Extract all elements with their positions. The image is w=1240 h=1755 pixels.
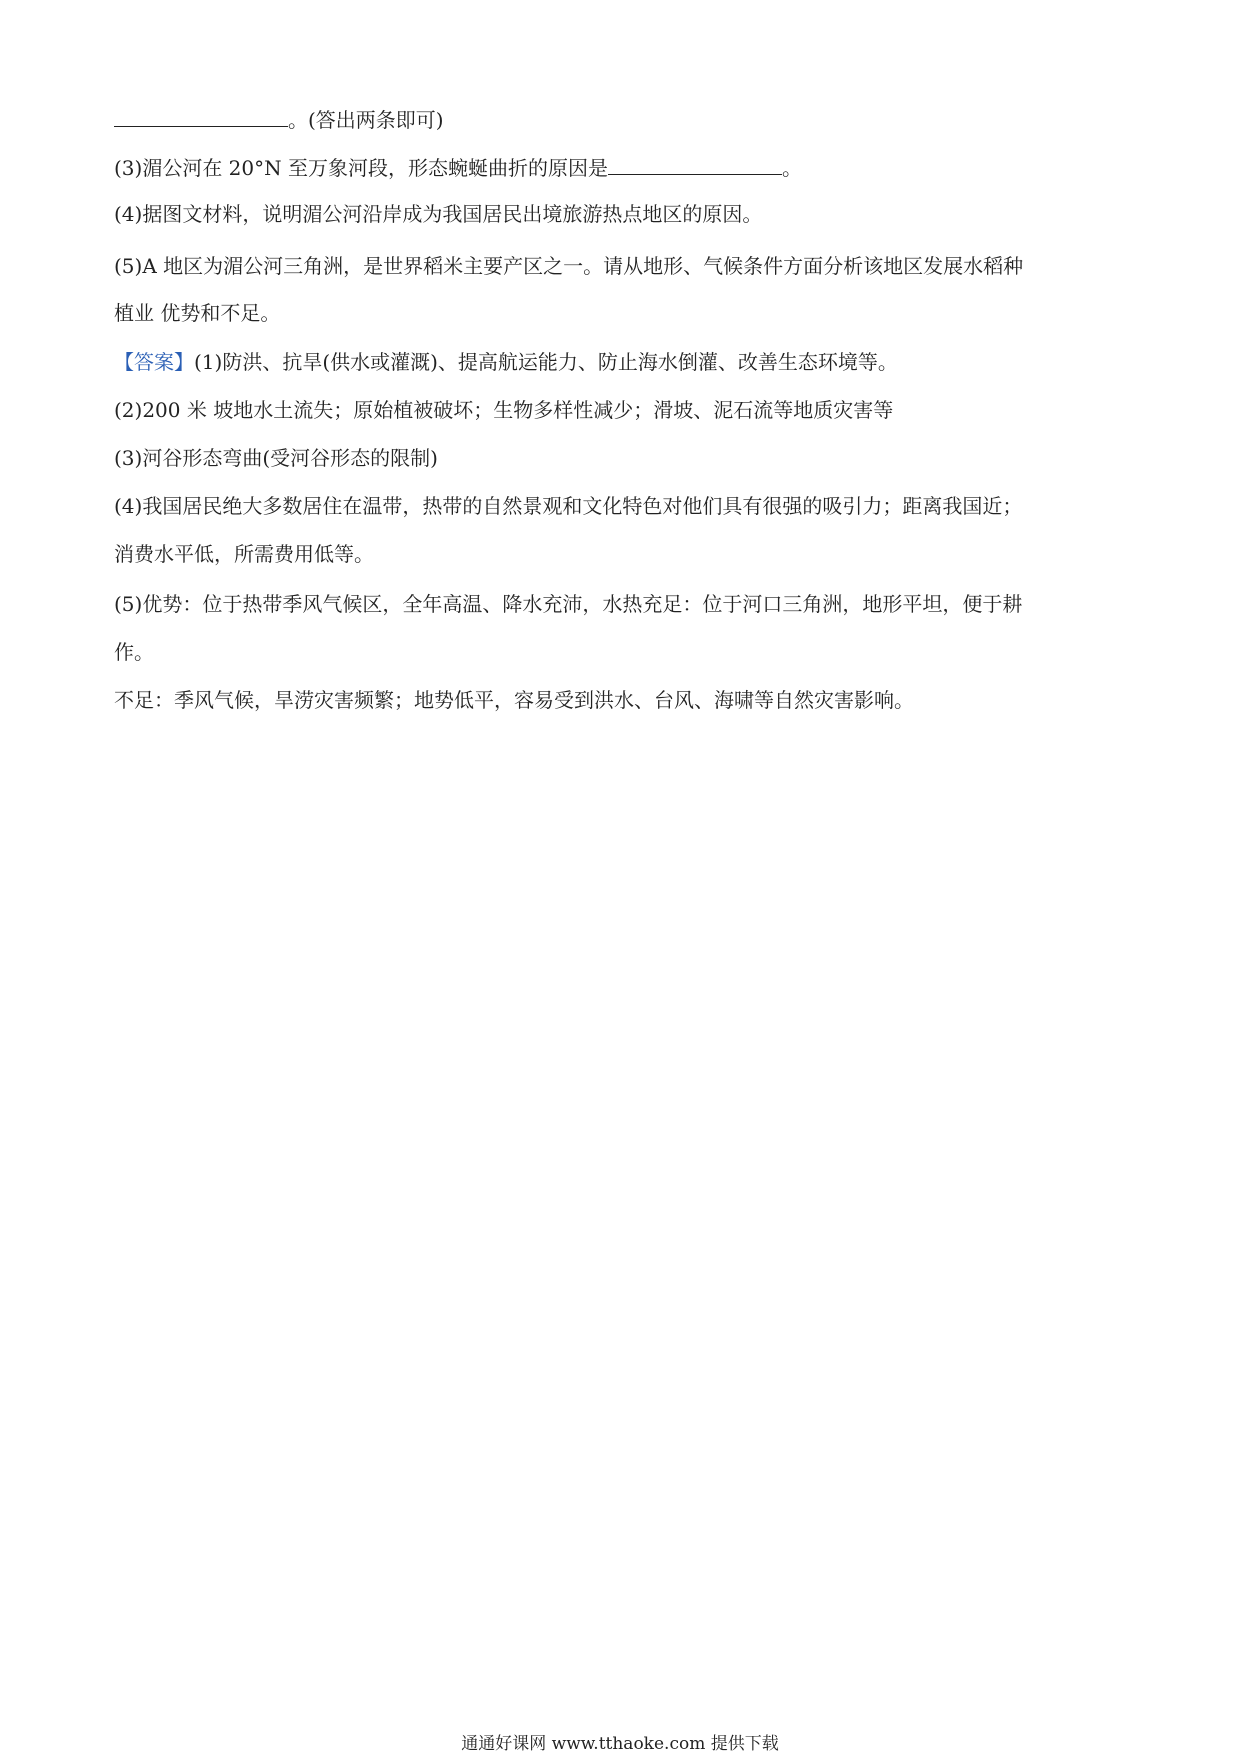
answer-2: (2)200 米 坡地水土流失；原始植被破坏；生物多样性减少；滑坡、泥石流等地质灾害等 (114, 398, 894, 422)
question-3: (3)湄公河在 20°N 至万象河段，形态蜿蜒曲折的原因是 。 (114, 152, 1134, 182)
answer-blank[interactable] (608, 152, 782, 175)
answer-5-line-2: 作。 (114, 640, 154, 664)
answer-blank[interactable] (114, 104, 288, 127)
page-footer: 通通好课网 www.tthaoke.com 提供下载 (461, 1734, 779, 1754)
question-4: (4)据图文材料，说明湄公河沿岸成为我国居民出境旅游热点地区的原因。 (114, 202, 763, 226)
question-5-line-1: (5)A 地区为湄公河三角洲，是世界稻米主要产区之一。请从地形、气候条件方面分析该地区发展水稻种 (114, 254, 1024, 278)
answer-3: (3)河谷形态弯曲(受河谷形态的限制) (114, 446, 438, 470)
answer-4-line-1: (4)我国居民绝大多数居住在温带，热带的自然景观和文化特色对他们具有很强的吸引力；距离我国近； (114, 494, 1023, 518)
answer-tag: 【答案】 (114, 350, 194, 374)
question-2-tail: 。(答出两条即可) (114, 104, 1134, 134)
answer-5-line-1: (5)优势：位于热带季风气候区，全年高温、降水充沛，水热充足：位于河口三角洲，地形平坦，便于耕 (114, 592, 1023, 616)
answer-4-line-2: 消费水平低，所需费用低等。 (114, 542, 374, 566)
answer-5-line-3: 不足：季风气候，旱涝灾害频繁；地势低平，容易受到洪水、台风、海啸等自然灾害影响。 (114, 688, 914, 712)
question-5-line-2: 植业 优势和不足。 (114, 301, 281, 325)
answer-1: 【答案】(1)防洪、抗旱(供水或灌溉)、提高航运能力、防止海水倒灌、改善生态环境等。 (114, 350, 898, 374)
